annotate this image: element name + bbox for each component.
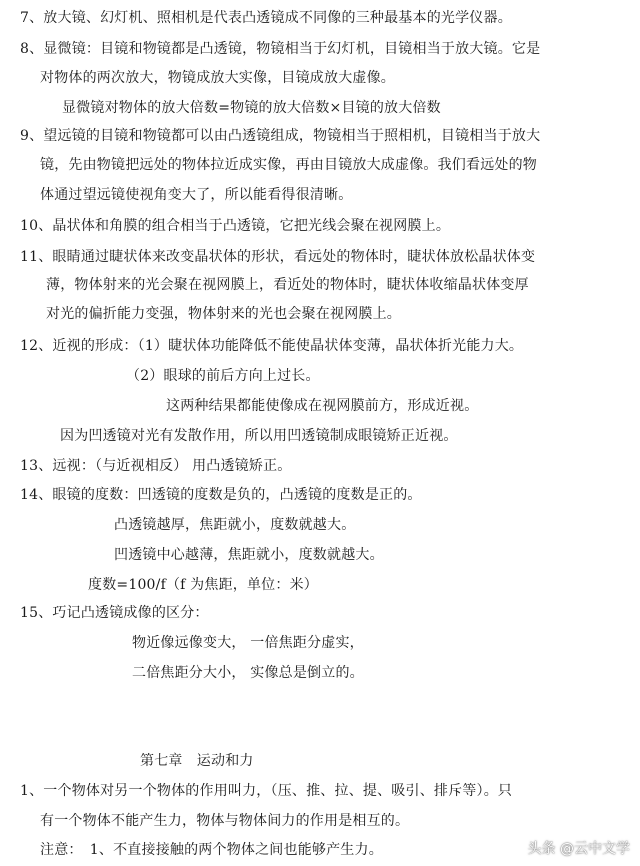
item-8: 8、显微镜：目镜和物镜都是凸透镜，物镜相当于幻灯机，目镜相当于放大镜。它是 (20, 41, 541, 57)
item-11-cont-2: 对光的偏折能力变强，物体射来的光也会聚在视网膜上。 (46, 306, 401, 322)
item-10: 10、晶状体和角膜的组合相当于凸透镜，它把光线会聚在视网膜上。 (20, 218, 451, 234)
watermark-logo: 头条 @云中文学 (527, 841, 630, 857)
ch7-note: 注意： 1、不直接接触的两个物体之间也能够产生力。 (40, 842, 383, 858)
item-9-cont-1: 镜，先由物镜把远处的物体拉近成实像，再由目镜放大成虚像。我们看远处的物 (40, 157, 537, 173)
item-14: 14、眼镜的度数：凹透镜的度数是负的，凸透镜的度数是正的。 (20, 487, 422, 503)
item-15-rhyme-1: 物近像远像变大， 一倍焦距分虚实， (132, 635, 364, 651)
item-8-cont: 对物体的两次放大，物镜成放大实像，目镜成放大虚像。 (40, 70, 395, 86)
item-11: 11、眼睛通过睫状体来改变晶状体的形状，看远处的物体时，睫状体放松晶状体变 (20, 249, 536, 265)
item-9: 9、望远镜的目镜和物镜都可以由凸透镜组成，物镜相当于照相机，目镜相当于放大 (20, 128, 541, 144)
item-8-formula: 显微镜对物体的放大倍数=物镜的放大倍数×目镜的放大倍数 (62, 100, 441, 116)
item-11-cont-1: 薄，物体射来的光会聚在视网膜上，看近处的物体时，睫状体收缩晶状体变厚 (46, 277, 529, 293)
item-13: 13、远视：（与近视相反） 用凸透镜矫正。 (20, 458, 292, 474)
ch7-item-1-cont: 有一个物体不能产生力，物体与物体间力的作用是相互的。 (40, 813, 410, 829)
item-12: 12、近视的形成：（1）睫状体功能降低不能使晶状体变薄，晶状体折光能力大。 (20, 338, 524, 354)
item-7: 7、放大镜、幻灯机、照相机是代表凸透镜成不同像的三种最基本的光学仪器。 (20, 10, 512, 26)
item-12-result: 这两种结果都能使像成在视网膜前方，形成近视。 (166, 398, 479, 414)
chapter-heading: 第七章 运动和力 (140, 753, 254, 769)
item-12-cause-2: （2）眼球的前后方向上过长。 (126, 368, 320, 384)
item-14-concave: 凹透镜中心越薄，焦距就小，度数就越大。 (114, 547, 384, 563)
item-14-convex: 凸透镜越厚，焦距就小，度数就越大。 (114, 517, 356, 533)
item-12-correction: 因为凹透镜对光有发散作用，所以用凹透镜制成眼镜矫正近视。 (60, 428, 458, 444)
item-15: 15、巧记凸透镜成像的区分： (20, 605, 209, 621)
ch7-item-1: 1、一个物体对另一个物体的作用叫力，（压、推、拉、提、吸引、排斥等）。只 (20, 783, 513, 799)
item-15-rhyme-2: 二倍焦距分大小， 实像总是倒立的。 (132, 665, 364, 681)
item-9-cont-2: 体通过望远镜使视角变大了，所以能看得很清晰。 (40, 187, 353, 203)
item-14-formula: 度数=100/f（f 为焦距，单位：米） (88, 577, 318, 593)
